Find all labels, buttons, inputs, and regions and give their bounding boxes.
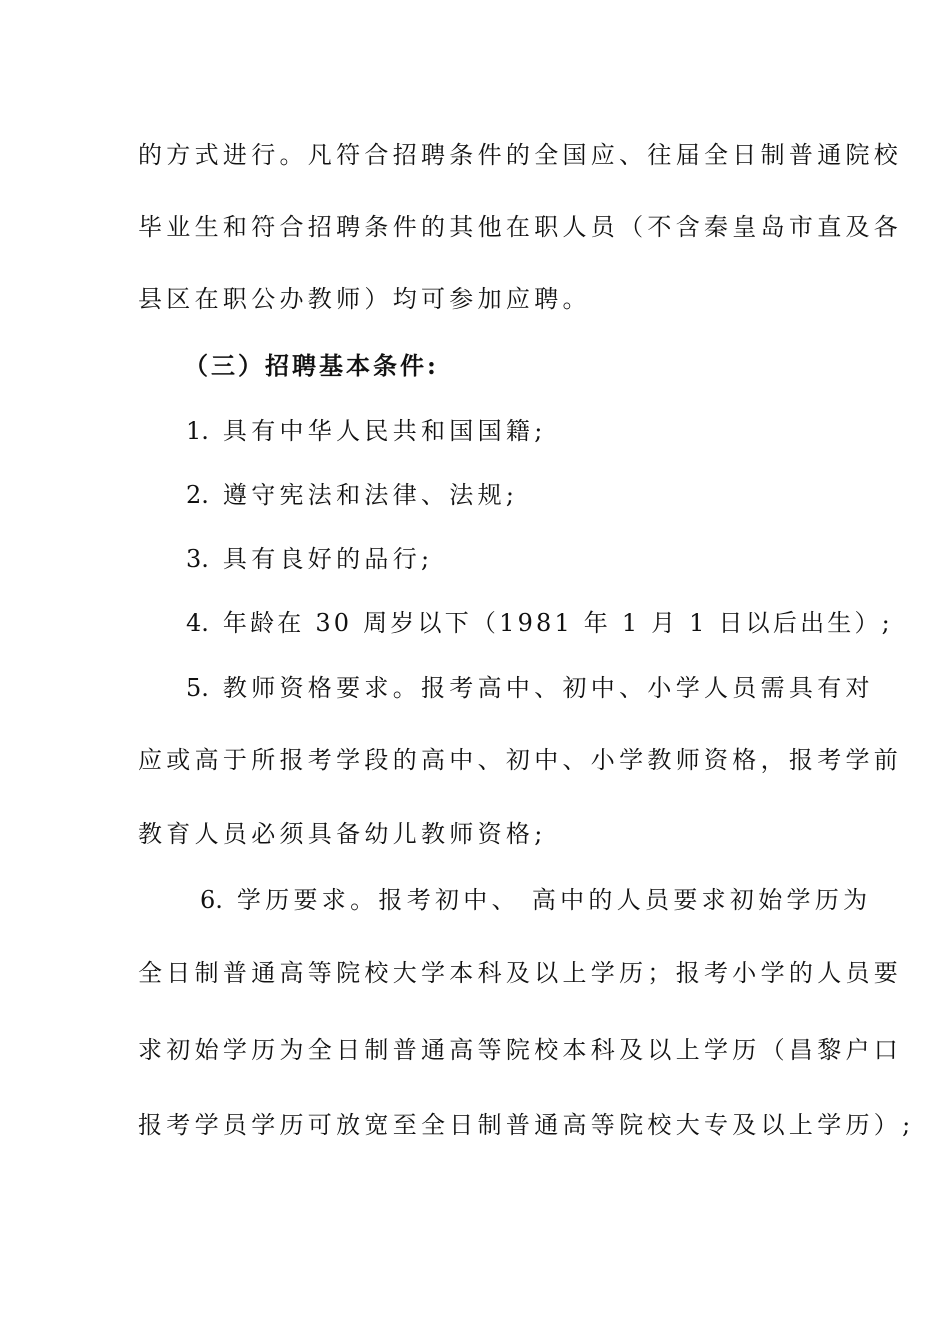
list-item-number: 4. bbox=[186, 609, 209, 637]
paragraph-line: 毕业生和符合招聘条件的其他在职人员（不含秦皇岛市直及各 bbox=[138, 213, 903, 241]
list-item-6-continuation: 报考学员学历可放宽至全日制普通高等院校大专及以上学历）; bbox=[138, 1111, 915, 1139]
list-item-number: 1. bbox=[186, 417, 209, 445]
list-item-6 bbox=[200, 885, 871, 915]
section-heading: （三）招聘基本条件: bbox=[184, 351, 439, 380]
list-item-4 bbox=[186, 608, 893, 638]
list-item-text: 学历要求。报考初中、 高中的人员要求初始学历为 bbox=[236, 886, 872, 914]
paragraph-line: 的方式进行。凡符合招聘条件的全国应、往届全日制普通院校 bbox=[138, 141, 903, 169]
list-item-text: 具有中华人民共和国国籍; bbox=[222, 417, 547, 445]
list-item-number: 6. bbox=[200, 886, 223, 914]
list-item-5-continuation: 教育人员必须具备幼儿教师资格; bbox=[138, 820, 547, 848]
list-item-1 bbox=[186, 416, 547, 446]
list-item-6-continuation: 全日制普通高等院校大学本科及以上学历；报考小学的人员要 bbox=[138, 959, 903, 987]
list-item-text: 具有良好的品行; bbox=[222, 545, 434, 573]
list-item-number: 3. bbox=[186, 545, 209, 573]
list-item-number: 2. bbox=[186, 481, 209, 509]
list-item-text: 年龄在 30 周岁以下（1981 年 1 月 1 日以后出生）; bbox=[222, 609, 893, 637]
list-item-2 bbox=[186, 480, 518, 510]
paragraph-line: 县区在职公办教师）均可参加应聘。 bbox=[138, 285, 591, 313]
list-item-6-continuation: 求初始学历为全日制普通高等院校本科及以上学历（昌黎户口 bbox=[138, 1036, 903, 1064]
list-item-5-continuation: 应或高于所报考学段的高中、初中、小学教师资格，报考学前 bbox=[138, 746, 903, 774]
list-item-text: 遵守宪法和法律、法规; bbox=[222, 481, 519, 509]
list-item-text: 教师资格要求。报考高中、初中、小学人员需具有对 bbox=[222, 674, 874, 702]
list-item-3 bbox=[186, 544, 433, 574]
list-item-5 bbox=[186, 673, 874, 703]
list-item-number: 5. bbox=[186, 674, 209, 702]
